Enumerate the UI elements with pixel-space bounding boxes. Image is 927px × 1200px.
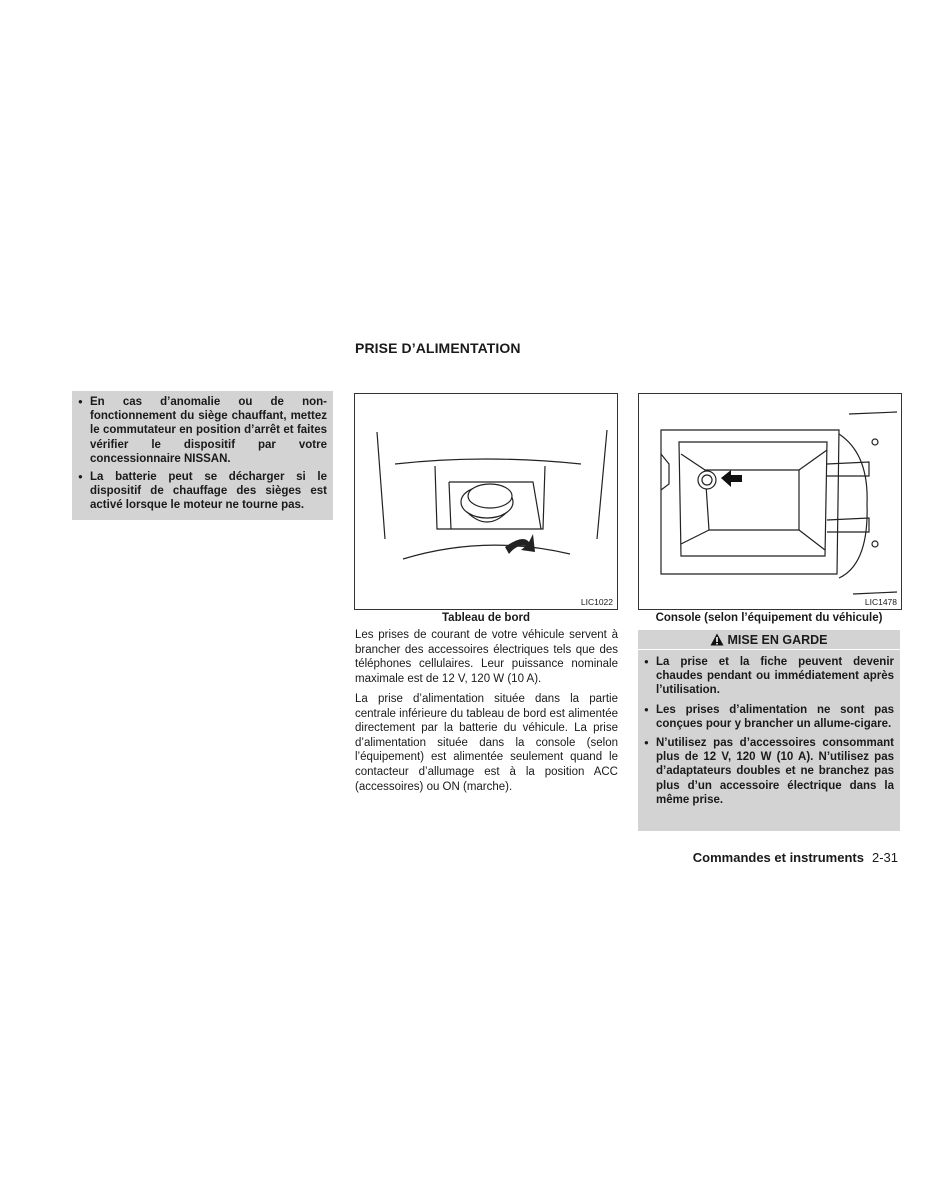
- caution-item: ● La batterie peut se décharger si le dispositif de chauffage des sièges est activé lorsque le moteur ne tourne pas.: [78, 470, 327, 513]
- caution-item: ● En cas d’anomalie ou de non-fonctionnement du siège chauffant, mettez le commutateur en position d’arrêt et faites vérifier le dispositif par votre concessionnaire NISSAN.: [78, 395, 327, 466]
- warning-box: [638, 630, 900, 831]
- figure-caption: Console (selon l’équipement du véhicule): [655, 612, 883, 624]
- warning-header: [638, 630, 900, 650]
- figure-code: LIC1022: [580, 597, 613, 607]
- figure-dashboard: [354, 393, 618, 610]
- warning-triangle-icon: [710, 633, 724, 646]
- figure-code: LIC1478: [864, 597, 897, 607]
- warning-item: ● Les prises d’alimentation ne sont pas conçues pour y brancher un allume-cigare.: [644, 703, 894, 731]
- figure-caption: Tableau de bord: [442, 612, 530, 624]
- caution-list: [78, 395, 327, 513]
- page-footer: [600, 850, 898, 865]
- page-number: 2-31: [871, 850, 898, 865]
- warning-title: MISE EN GARDE: [727, 632, 828, 647]
- chapter-title: Commandes et instruments: [692, 850, 864, 865]
- paragraph: La prise d’alimentation située dans la partie centrale inférieure du tableau de bord est alimentée directement par la batterie du véhicule. La prise d’alimentation située dans la console (selon l’équipement) est alimentée seulement quand le contacteur d’allumage est à la position ACC (accessoires) ou ON (marche).: [355, 693, 618, 793]
- paragraph: Les prises de courant de votre véhicule servent à brancher des accessoires électriques tels que des téléphones cellulaires. Leur puissance nominale maximale est de 12 V, 120 W (10 A).: [355, 629, 618, 685]
- warning-list: [638, 650, 900, 807]
- warning-item: ● N’utilisez pas d’accessoires consommant plus de 12 V, 120 W (10 A). N’utilisez pas d’adaptateurs doubles et ne branchez pas plus d’un accessoire électrique dans la même prise.: [644, 736, 894, 807]
- caution-box: [72, 391, 333, 520]
- console-illustration: [639, 394, 901, 609]
- dashboard-illustration: [355, 394, 617, 609]
- figure-console: [638, 393, 902, 610]
- section-title: PRISE D’ALIMENTATION: [355, 340, 521, 356]
- warning-item: ● La prise et la fiche peuvent devenir chaudes pendant ou immédiatement après l’utilisation.: [644, 655, 894, 698]
